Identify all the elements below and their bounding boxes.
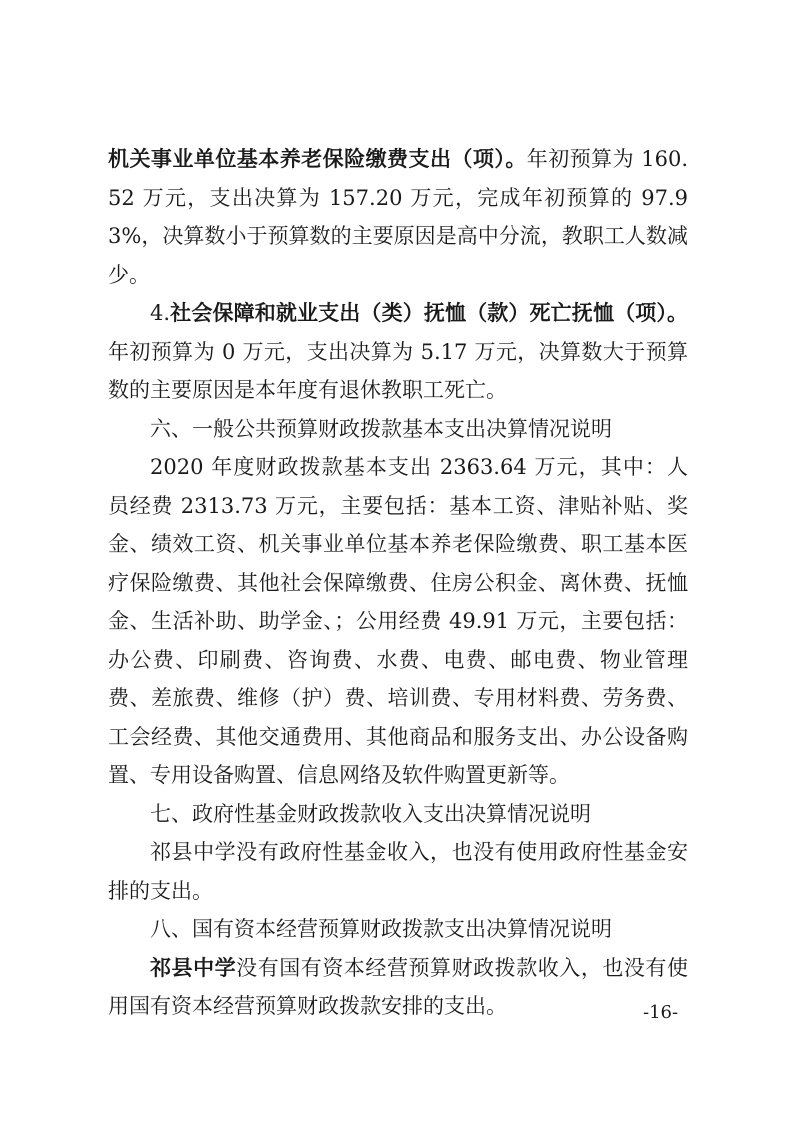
school-name: 祁县中学 (150, 955, 237, 980)
section-heading-8: 八、国有资本经营预算财政拨款支出决算情况说明 (150, 917, 612, 941)
paragraph-basic-expenditure: 2020 年度财政拨款基本支出 2363.64 万元，其中：人员经费 2313.73 万元，主要包括：基本工资、津贴补贴、奖金、绩效工资、机关事业单位基本养老保险缴费、职工基本医疗保险缴费、其他社会保障缴费、住房公积金、离休费、抚恤金、生活补助、助学金、；公用经费 49.91 万元，主要包括：办公费、印刷费、咨询费、水费、电费、邮电费、物业管理费、差旅费、维修（护）费、培训费、专用材料费、劳务费、工会经费、其他交通费用、其他商品和服务支出、办公设备购置、专用设备购置、信息网络及软件购置更新等。 (108, 455, 688, 787)
section-heading-6: 六、一般公共预算财政拨款基本支出决算情况说明 (150, 416, 612, 441)
paragraph-text-state-capital: 没有国有资本经营预算财政拨款收入，也没有使用国有资本经营预算财政拨款安排的支出。 (108, 955, 689, 1018)
paragraph-text-death-compensation: 年初预算为 0 万元，支出决算为 5.17 万元，决算数大于预算数的主要原因是本年度有退休教职工死亡。 (108, 339, 688, 402)
paragraph-government-fund: 祁县中学没有政府性基金收入，也没有使用政府性基金安排的支出。 (108, 840, 688, 903)
item-number: 4. (150, 301, 171, 325)
paragraph-state-capital (108, 949, 688, 1026)
page-number: -16- (643, 1002, 679, 1023)
item-heading-death-compensation: 社会保障和就业支出（类）抚恤（款）死亡抚恤（项）。 (170, 301, 688, 325)
item-heading-pension: 机关事业单位基本养老保险缴费支出（项）。 (108, 147, 527, 171)
paragraph-pension-expenditure (108, 140, 688, 294)
paragraph-text-pension: 年初预算为 160.52 万元，支出决算为 157.20 万元，完成年初预算的 97.93%，决算数小于预算数的主要原因是高中分流，教职工人数减少。 (108, 147, 688, 287)
section-heading-7: 七、政府性基金财政拨款收入支出决算情况说明 (150, 801, 591, 826)
paragraph-death-compensation (108, 294, 688, 410)
document-body (108, 140, 688, 1026)
